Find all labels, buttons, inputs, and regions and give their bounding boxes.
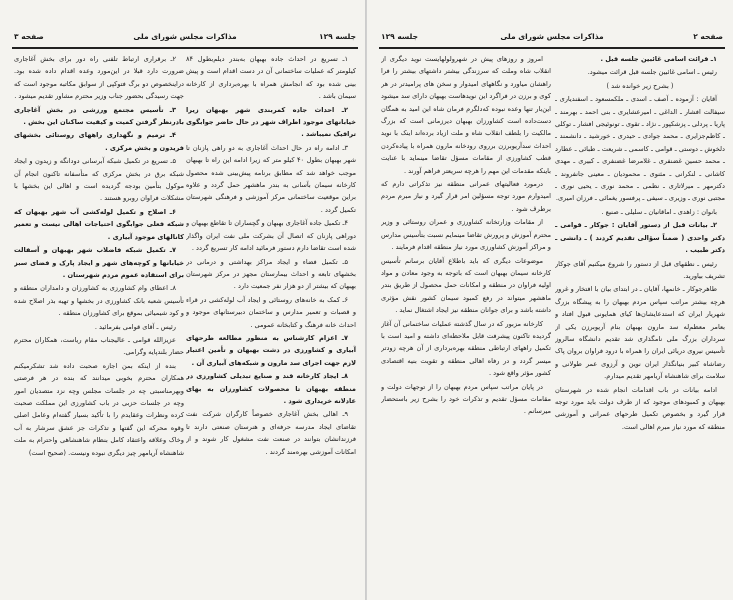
paragraph: ۴ـ تکمیل جاده آغاجاری بهبهان و گچساران تا تقاطع بهبهان و دوراهی پازنان که اتصال آن بشرکت ملی نفت ایران واگذار شده است تقاضا دارم دستور فرمائید ادامه کار تسریع گردد . <box>186 219 356 253</box>
publication-title: مذاکرات مجلس شورای ملی <box>500 32 604 41</box>
paragraph: ۶ـ اصلاح و تکمیل لوله‌کشی آب شهر بهبهان که شبکه فعلی جوابگوی احتیاجات اهالی نیست و تعمیر کانالهای موجود آبیاری . <box>14 207 184 241</box>
text-column-left <box>14 53 184 593</box>
session-number: جلسه ۱۲۹ <box>381 32 418 41</box>
paragraph: رئیس ـ نطقهای قبل از دستور را شروع میکنیم آقای جوکار تشریف بیاورید. <box>555 259 725 280</box>
paragraph: ۲ـ برقراری ارتباط تلفنی راه دور برای بخش آغاجاری ضرورت دارد قبلا در این‌مورد وعده اقدام داده شده بود. دراینخصوص دو برگ فتوکپی از سوابق مکاتبه موجود است که جهت رسیدگی بحضور جناب وزیر محترم مشاور تقدیم میشود . <box>14 55 184 101</box>
paragraph: ۷ـ اعزام کارشناس به منظور مطالعه طرحهای آبیاری و کشاورزی در دشت بهبهان و تأمین اعتبار لازم جهت اجرای سد مارون و شبکه‌های آبیاری آن . <box>186 333 356 367</box>
paragraph: موضوعات دیگری که باید باطلاع آقایان برسانم تأسیس کارخانه سیمان بهبهان است که باتوجه به وجود معادن و مواد اولیه فراوان در منطقه و امکانات حمل محصول از طریق بندر ماهشهر میتواند در رفع کمبود سیمان کشور نقش مؤثری داشته باشد و برای جوانان منطقه نیز ایجاد اشتغال نماید . <box>381 256 551 315</box>
paragraph: ۳ـ ادامه راه در حال احداث آغاجاری به دو راهی پازنان تا شهر بهبهان بطول ۴۰ کیلو متر که زیرا ادامه این راه تا بهبهان موجب خواهد شد که مطابق برنامه پیش‌بینی شده محصول کارخانه سیمان بآسانی به بندر ماهشهر حمل گردد و علاوه براین موقعیت ساختمانی مرکز آموزشی و فرهنگی شهرستان تکمیل گردد . <box>186 143 356 214</box>
paragraph: رئیس ـ آقای قوامی بفرمائید . <box>94 322 176 331</box>
text-column-right <box>186 53 356 593</box>
paragraph: طاهرجوکار ـ خانمها، آقایان ـ در ابتدای بیان با افتخار و غرور هرچه بیشتر مراتب سپاس مردم بهبهان را به پیشگاه بزرگ شهریار ایران که استدعایشان‌ها کیای همایونی قبول افتاد و بعامر معظم‌له سد مارون بهبهان بنام آریوبرزن یکی از سرداران بزرگ ملی نامگذاری شد تقدیم دانشگاه سالروز تأسیس نیروی دریائی ایران را همراه با درود فراوان بروان پاک رضاشاه کبیر بنیانگذار ایران نوین و آرزوی عمر طولانی و سلامت برای شاهنشاه آریامهر تقدیم میدارم. <box>555 285 725 381</box>
page-header <box>14 30 356 44</box>
header-rule <box>379 47 725 49</box>
paragraph: ۴ـ ترمیم و نگهداری راههای روستائی بخشهای فریدون و بخش مرکزی . <box>14 131 184 152</box>
paragraph: ۲ـ بیانات قبل از دستور آقایان : جوکار ـ قوامی ـ دکتر واحدی ( ضمناً سؤالی تقدیم کردند ) ـ دانشی ـ دکتر طبیب . <box>555 221 725 255</box>
paragraph: ادامه بیانات در باب اقدامات انجام شده در شهرستان بهبهان و کمبودهای موجود که از طرف دولت باید مورد توجه قرار گیرد و بخصوص تکمیل طرحهای عمرانی و آموزشی منطقه که مورد نیاز مبرم اهالی است. <box>555 385 725 431</box>
paragraph: ۵ـ تسریع در تکمیل شبکه آبرسانی دودانگه و زیدون و ایجاد شبکه برق در بخش مرکزی که متأسفانه تاکنون انجام آن موکول بتأمین بودجه گردیده است و اهالی این بخشها با مشکلات فراوان روبرو هستند . <box>14 157 184 203</box>
paragraph: ۷ـ تکمیل شبکه فاضلاب شهر بهبهان و آسفالت خیابانها و کوچه‌های شهر و ایجاد پارک و فضای سبز برای استفاده عموم مردم شهرستان . <box>14 246 184 279</box>
session-number: جلسه ۱۲۹ <box>319 32 356 41</box>
paragraph: ۱ـ قرائت اسامی غائبین جلسه قبل . <box>600 55 717 63</box>
paragraph: ۱ـ تسریع در احداث جاده بهبهان به‌بندر دیلم‌بطول ۸۴ کیلومتر که عملیات ساختمانی آن در دست اقدام است و پیش بینی شده بود که انجامش همراه با بهره‌برداری از کارخانه سیمان باشد . <box>186 55 356 101</box>
paragraph: ۵ـ تکمیل فضاء و ایجاد مراکز بهداشتی و درمانی در بخشهای تابعه و احداث بیمارستان مجهز در مرکز شهرستان بهبهان که بیشتر از دو هزار نفر جمعیت دارد . <box>186 257 356 291</box>
paragraph: آقایان : آزموده ـ آصف ـ اسدی ـ ملکمسعود ـ اسفندیاری ـ سیفالت افشار ـ الداغی ـ امیرعشایری ـ بنی احمد ـ بهرمند ـ پاریا ـ پردلی ـ پزشکپور ـ نژاد ـ تقوی ـ تونوئیجی افشار ـ توکلی ـ کاظم‌جزایری ـ محمد جوادی ـ حیدری ـ خورشید ـ دانشمند ـ دلخوش ـ دوستی ـ قوامی ـ کاسمی ـ شریعت ـ طبائی ـ عطارد ـ محمد حسین غضنفری ـ غلامرضا غضنفری ـ کبیری ـ مهدی کاشانی ـ لنکرانی ـ مثنوی ـ محمودیان ـ معینی جانفروند ـ دکترمهر ـ میرلاتاری ـ نظمی ـ محمد نوری ـ یحیی نوری ـ مجتبی نوری ـ وزیری ـ سیفی ـ پرفسور یغمائی ـ فرزان امیری. <box>555 95 725 203</box>
paragraph: ۹ـ اهالی بخش آغاجاری خصوصاً کارگران شرکت نفت تقاضای ایجاد مدرسه حرفه‌ای و هنرستان صنعتی دارند تا فرزندانشان بتوانند در صنعت نفت مشغول کار شوند و از امکانات آموزشی بهره‌مند گردند . <box>186 410 356 456</box>
paragraph: بنده از اینکه بمن اجازه صحبت داده شد تشکرمیکنم همکاران محترم بخوبی میدانند که بنده در هر فرصتی وبهرمناسبتی چه در جلسات مجلس وچه نزد متصدیان امور وچه در جلسات حزبی در باب کشاورزی این مملکت صحبت کرده ونظرات وعقایدم را با تأکید بسیار گفته‌ام وعامل اصلی وقوه محرکه این گفتها و تذکرات جز عشق سرشار به آب وخاک وعلاقه واعتقاد کامل بنظام شاهنشاهی واحترام به ملت شاهنشاه آریامهر چیز دیگری نبوده ونیست. (صحیح است) <box>14 361 184 457</box>
paragraph: از مقامات وزارتخانه کشاورزی و عمران روستائی و وزیر محترم آموزش و پرورش تقاضا مینمایم نسبت بتأسیس مدارس و مراکز آموزش کشاورزی مورد نیاز منطقه اقدام فرمایند . <box>381 218 551 252</box>
text-column-left <box>381 53 551 593</box>
paragraph: بانوان : زاهدی ـ اماقانیان ـ سلیلی ـ صنیع . <box>601 207 717 216</box>
page-number: صفحه ۳ <box>14 32 44 41</box>
publication-title: مذاکرات مجلس شورای ملی <box>133 32 237 41</box>
paragraph: عزیزالله قوامی ـ عالیجناب مقام ریاست، همکاران محترم حضار بلندپایه وگرامی. <box>14 335 184 357</box>
page-header <box>381 30 723 44</box>
text-column-right <box>555 53 725 593</box>
paragraph: ۸ـ ایجاد کارخانه قند و صنایع تبدیلی کشاورزی در منطقه بهبهان تا محصولات کشاورزان به بهای عادلانه خریداری شود . <box>186 372 356 405</box>
right-page <box>367 0 733 600</box>
paragraph: ( بشرح زیر خوانده شد ) <box>606 81 674 90</box>
left-page <box>0 0 366 600</box>
paragraph: ۳ـ تأسیس مجتمع ورزشی در بخش آغاجاری بادرنظر گرفتن کمیت و کیفیت ساکنان این بخش . <box>14 105 184 127</box>
header-rule <box>12 47 358 49</box>
paragraph: درمورد فعالیتهای عمرانی منطقه نیز تذکراتی دارم که امیدوارم مورد توجه مسؤلین امر قرار گیرد و نیاز مبرم مردم برطرف شود . <box>381 180 551 213</box>
paragraph: ۲ـ احداث جاده کمربندی شهر بهبهان زیرا خیابانهای موجود اطراف شهر در حال حاضر جوابگوی ترافیک نمیباشد . <box>186 105 356 139</box>
page-number: صفحه ۲ <box>693 32 723 41</box>
paragraph: ۸ـ اعطای وام کشاورزی به کشاورزان و دامداران منطقه و تأسیس شعبه بانک کشاورزی در بخشها و تهیه بذر اصلاح شده و کود شیمیائی بموقع برای کشاورزان منطقه . <box>14 284 184 318</box>
paragraph: امروز و روزهای پیش در شهرولولهایست نوید دیگری از انقلاب شاه وملت که سرزندگی بیشتر داشتهای بیشتر را فرا راهشان میاورد و نگاههای امیدوار و سخن های پرامیدتر در هر کوی و برزن در فراگرد این نویدهاست بهبهان دارای سد میشود این‌بار تنها وعده نبوده که‌دلگرم فرمان شاه این امید به همگان دست‌داده است کشاورزان بهبهان دیرزمانی است که بزرگ مالکیت را بلطف انقلاب شاه و ملت ازیاد برده‌اند اینک با نوید احداث سدآریوبرزن برروی رودخانه مارون همراه با پیاده‌کردن قطب کشاورزی از مقامات مسؤل تقاضا مینماید با عنایت باینکه مقدمات این مهم را هرچه سریعتر فراهم آورند . <box>381 55 551 175</box>
paragraph: کارخانه مزبور که در سال گذشته عملیات ساختمانی آن آغاز گردیده تاکنون پیشرفت قابل ملاحظه‌ای داشته و امید است با تکمیل راههای ارتباطی منطقه بهره‌برداری از آن هرچه زودتر میسر گردد و در رفاه اهالی منطقه و تقویت بنیه اقتصادی کشور مؤثر واقع شود . <box>381 319 551 378</box>
paragraph: در پایان مراتب سپاس مردم بهبهان را از توجهات دولت و مقامات مسؤل تقدیم و تذکرات خود را بشرح زیر باستحضار میرسانم . <box>381 382 551 416</box>
paragraph: ۶ـ کمک به خانه‌های روستائی و ایجاد آب لوله‌کشی در قراء و قصبات و تعمیر مدارس و ساختمان دبیرستانهای موجود و احداث خانه فرهنگ و کتابخانه عمومی . <box>186 295 356 329</box>
paragraph: رئیس ـ اسامی غائبین جلسه قبل قرائت میشود. <box>587 68 717 77</box>
